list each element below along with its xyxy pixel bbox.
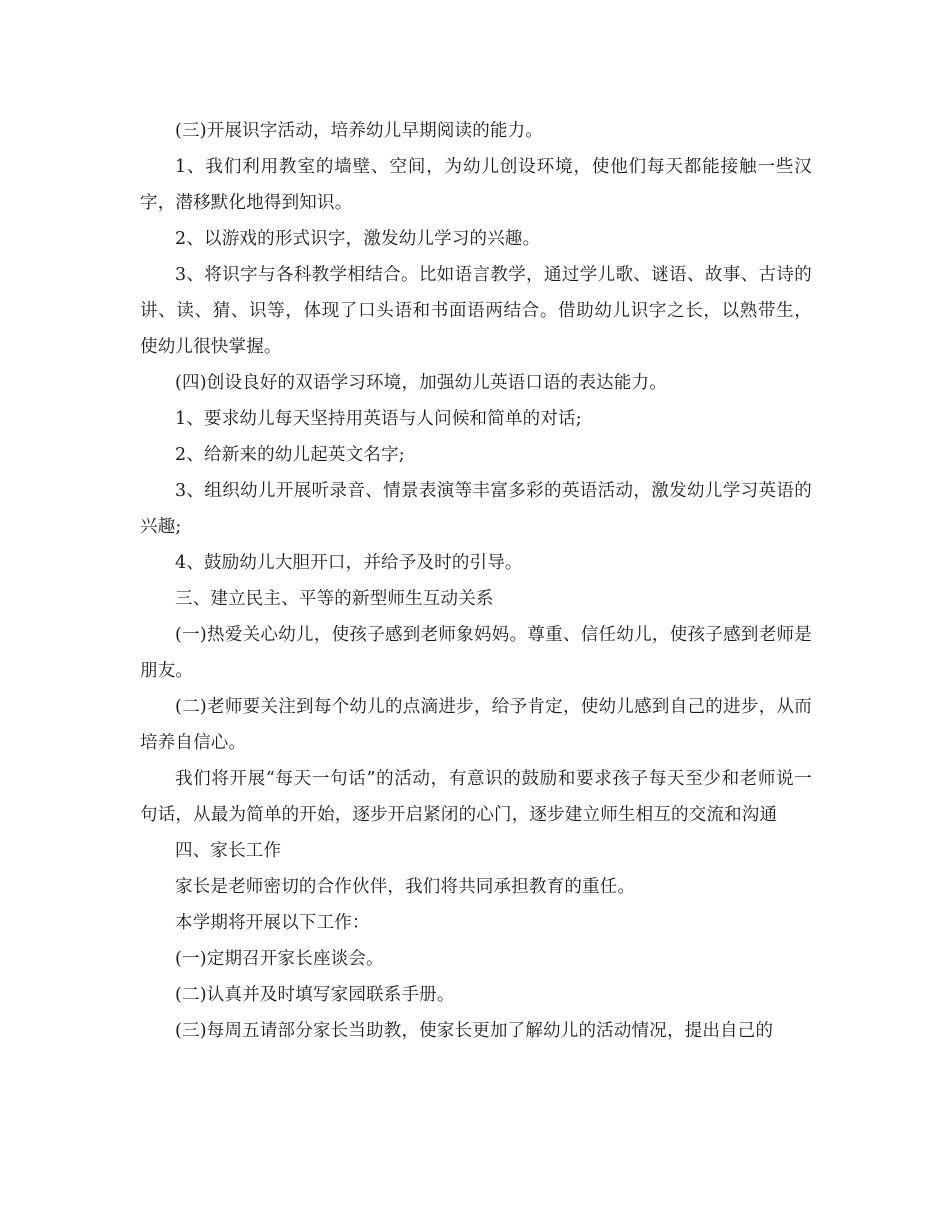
section-heading: (四)创设良好的双语学习环境，加强幼儿英语口语的表达能力。 <box>175 373 667 393</box>
body-paragraph: (一)定期召开家长座谈会。 <box>175 949 384 969</box>
body-paragraph: (二)老师要关注到每个幼儿的点滴进步，给予肯定，使幼儿感到自己的进步，从而培养自信心。 <box>140 697 812 753</box>
section-heading: 四、家长工作 <box>175 841 282 861</box>
body-paragraph: (二)认真并及时填写家园联系手册。 <box>175 985 455 1005</box>
body-paragraph: 2、以游戏的形式识字，激发幼儿学习的兴趣。 <box>175 229 541 249</box>
body-paragraph: 1、要求幼儿每天坚持用英语与人问候和简单的对话; <box>175 409 582 429</box>
body-paragraph: 3、组织幼儿开展听录音、情景表演等丰富多彩的英语活动，激发幼儿学习英语的兴趣; <box>140 481 812 537</box>
body-paragraph: (三)每周五请部分家长当助教，使家长更加了解幼儿的活动情况，提出自己的 <box>175 1021 774 1041</box>
section-heading: (三)开展识字活动，培养幼儿早期阅读的能力。 <box>175 121 544 141</box>
section-heading: 三、建立民主、平等的新型师生互动关系 <box>175 589 494 609</box>
document-body <box>140 113 812 1049</box>
body-paragraph: (一)热爱关心幼儿，使孩子感到老师象妈妈。尊重、信任幼儿，使孩子感到老师是朋友。 <box>140 625 812 681</box>
body-paragraph: 1、我们利用教室的墙壁、空间，为幼儿创设环境，使他们每天都能接触一些汉字，潜移默化地得到知识。 <box>140 157 812 213</box>
body-paragraph: 2、给新来的幼儿起英文名字; <box>175 445 405 465</box>
body-paragraph: 我们将开展“每天一句话”的活动，有意识的鼓励和要求孩子每天至少和老师说一句话，从最为简单的开始，逐步开启紧闭的心门，逐步建立师生相互的交流和沟通 <box>140 769 812 825</box>
body-paragraph: 3、将识字与各科教学相结合。比如语言教学，通过学儿歌、谜语、故事、古诗的讲、读、猜、识等，体现了口头语和书面语两结合。借助幼儿识字之长，以熟带生，使幼儿很快掌握。 <box>140 265 812 357</box>
body-paragraph: 本学期将开展以下工作： <box>175 913 370 933</box>
body-paragraph: 家长是老师密切的合作伙伴，我们将共同承担教育的重任。 <box>175 877 636 897</box>
body-paragraph: 4、鼓励幼儿大胆开口，并给予及时的引导。 <box>175 553 523 573</box>
